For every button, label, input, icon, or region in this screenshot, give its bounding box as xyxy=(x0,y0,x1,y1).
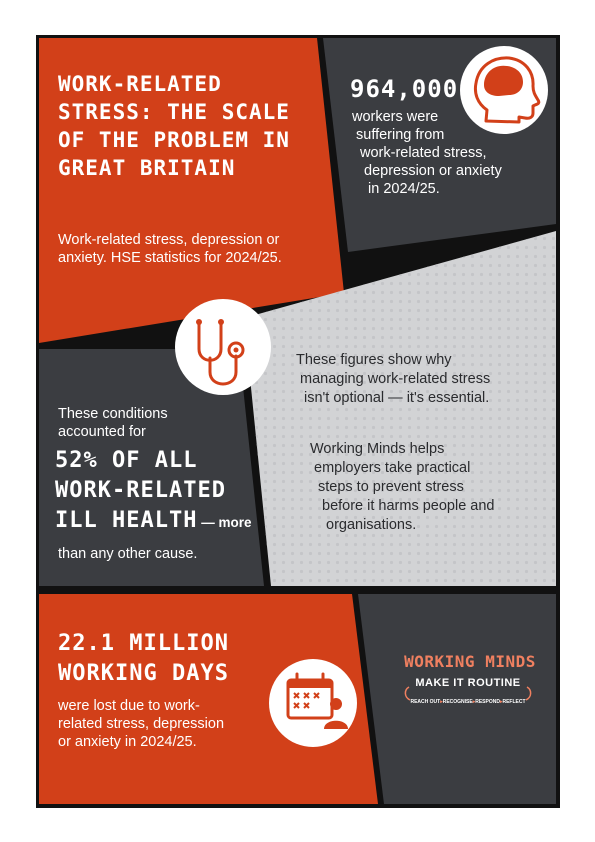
days-line: or anxiety in 2024/25. xyxy=(58,734,197,750)
para2-line: organisations. xyxy=(326,517,417,533)
para2-line: employers take practical xyxy=(314,460,471,476)
message-para-2 xyxy=(310,440,545,535)
days-line: related stress, depression xyxy=(58,716,225,732)
para2-line: Working Minds helps xyxy=(310,441,445,457)
stethoscope-icon xyxy=(175,299,271,395)
headline-suffix: — more xyxy=(197,515,252,530)
workers-line: depression or anxiety xyxy=(364,163,502,179)
workers-line: workers were xyxy=(352,109,439,125)
para2-line: before it harms people and xyxy=(322,498,495,514)
title-line: OF THE PROBLEM IN xyxy=(58,128,290,152)
headline-line: WORK-RELATED xyxy=(55,478,226,503)
headline-line-end: ILL HEALTH xyxy=(55,508,198,533)
step-recognise: RECOGNISE xyxy=(442,699,473,705)
para1-line: These figures show why xyxy=(296,352,452,368)
title-line: STRESS: THE SCALE xyxy=(58,100,290,124)
step-reach-out: REACH OUT xyxy=(410,699,441,705)
workers-text xyxy=(352,108,527,198)
workers-line: in 2024/25. xyxy=(368,181,440,197)
subtitle-line: Work-related stress, depression or xyxy=(58,232,280,248)
para1-line: managing work-related stress xyxy=(300,371,491,387)
intro-line: accounted for xyxy=(58,424,146,440)
headline-line xyxy=(55,506,255,536)
days-line: were lost due to work- xyxy=(58,698,200,714)
title-line: GREAT BRITAIN xyxy=(58,156,236,180)
workers-line: suffering from xyxy=(356,127,445,143)
days-text xyxy=(58,697,268,751)
para2-line: steps to prevent stress xyxy=(318,479,464,495)
days-headline xyxy=(58,629,298,689)
percentage-intro xyxy=(58,405,228,441)
intro-line: These conditions xyxy=(58,406,168,422)
subtitle xyxy=(58,231,328,267)
message-para-1 xyxy=(296,351,546,408)
step-reflect: REFLECT xyxy=(502,699,526,705)
headline-line: 52% OF ALL xyxy=(55,448,198,473)
workers-figure: 964,000 xyxy=(350,75,459,103)
brand-name: WORKING MINDS xyxy=(404,652,536,671)
workers-line: work-related stress, xyxy=(360,145,487,161)
para1-line: isn't optional — it's essential. xyxy=(304,390,490,406)
subtitle-line: anxiety. HSE statistics for 2024/25. xyxy=(58,250,282,266)
days-headline-line: WORKING DAYS xyxy=(58,661,229,686)
step-respond: RESPOND xyxy=(475,699,500,705)
title-line: WORK-RELATED xyxy=(58,72,222,96)
percentage-outro: than any other cause. xyxy=(58,546,198,562)
brand-steps: REACH OUT▸RECOGNISE▸RESPOND▸REFLECT xyxy=(410,699,526,705)
days-headline-line: 22.1 MILLION xyxy=(58,631,229,656)
percentage-headline xyxy=(55,446,255,536)
brand-tagline: MAKE IT ROUTINE xyxy=(415,677,521,689)
main-title xyxy=(58,70,308,182)
